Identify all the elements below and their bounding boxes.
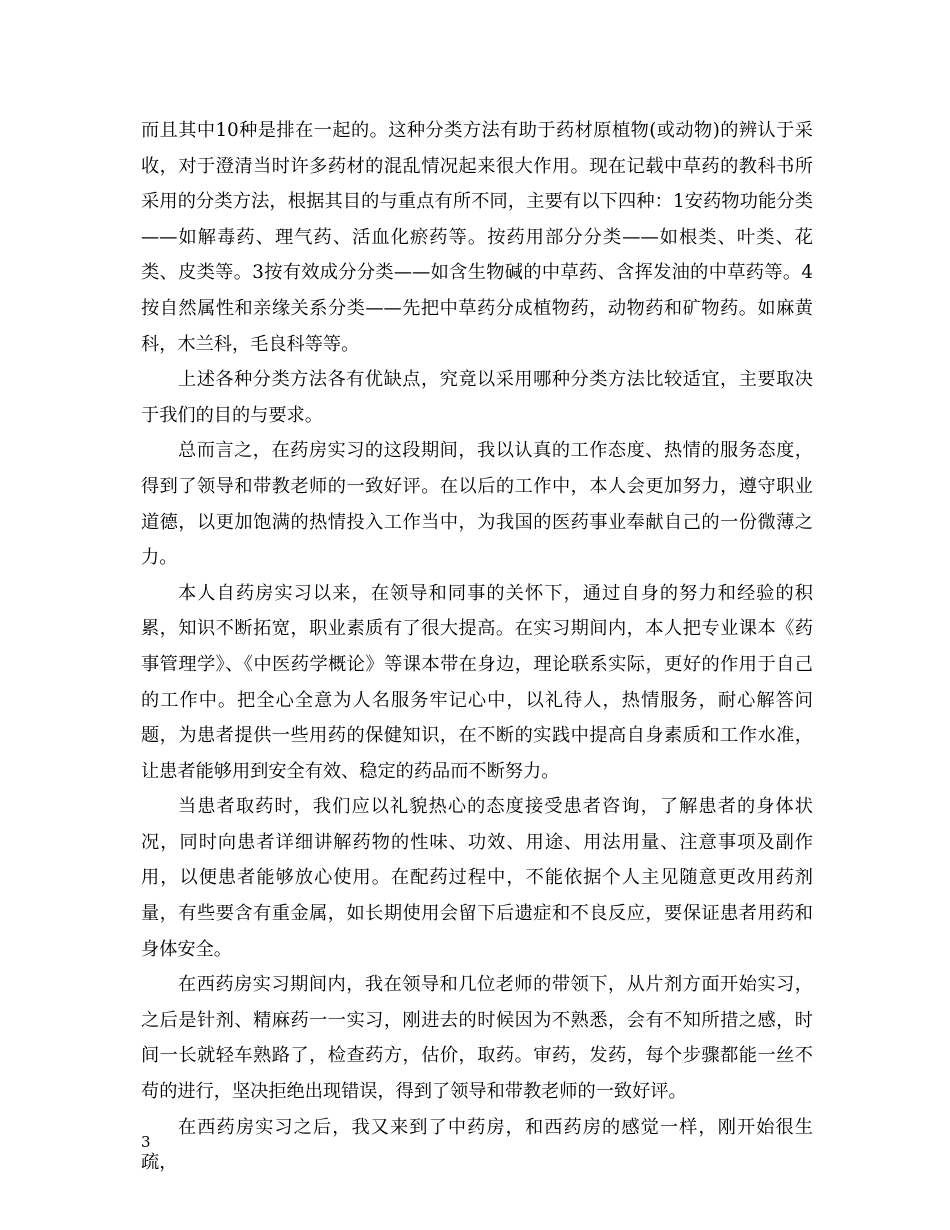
paragraph-internship-intro: 本人自药房实习以来，在领导和同事的关怀下，通过自身的努力和经验的积累，知识不断拓宽，职业素质有了很大提高。在实习期间内，本人把专业课本《药事管理学》、《中医药学概论》等课本带在身边，理论联系实际，更好的作用于自己的工作中。把全心全意为人名服务牢记心中，以礼待人，热情服务，耐心解答问题，为患者提供一些用药的保健知识，在不断的实践中提高自身素质和工作水准，让患者能够用到安全有效、稳定的药品而不断努力。 [141,582,813,782]
page-number: 3 [141,1133,151,1151]
body-text [141,113,813,1181]
paragraph-continuation: 而且其中10种是排在一起的。这种分类方法有助于药材原植物(或动物)的辨认于采收，对于澄清当时许多药材的混乱情况起来很大作用。现在记载中草药的教科书所采用的分类方法，根据其目的与重点有所不同，主要有以下四种：1安药物功能分类——如解毒药、理气药、活血化瘀药等。按药用部分分类——如根类、叶类、花类、皮类等。3按有效成分分类——如含生物碱的中草药、含挥发油的中草药等。4按自然属性和亲缘关系分类——先把中草药分成植物药，动物药和矿物药。如麻黄科，木兰科，毛良科等等。 [141,120,813,355]
paragraph-classification-summary: 上述各种分类方法各有优缺点，究竟以采用哪种分类方法比较适宜，主要取决于我们的目的与要求。 [141,369,813,426]
paragraph-chinese-pharmacy: 在西药房实习之后，我又来到了中药房，和西药房的感觉一样，刚开始很生疏， [141,1116,813,1174]
paragraph-patient-consultation: 当患者取药时，我们应以礼貌热心的态度接受患者咨询，了解患者的身体状况，同时向患者详细讲解药物的性味、功效、用途、用法用量、注意事项及副作用，以便患者能够放心使用。在配药过程中，不能依据个人主见随意更改用药剂量，有些要含有重金属，如长期使用会留下后遗症和不良反应，要保证患者用药和身体安全。 [141,796,813,960]
paragraph-western-pharmacy: 在西药房实习期间内，我在领导和几位老师的带领下，从片剂方面开始实习，之后是针剂、精麻药一一实习，刚进去的时候因为不熟悉，会有不知所措之感，时间一长就轻车熟路了，检查药方，估价，取药。审药，发药，每个步骤都能一丝不苟的进行，坚决拒绝出现错误，得到了领导和带教老师的一致好评。 [141,974,813,1103]
paragraph-conclusion: 总而言之，在药房实习的这段期间，我以认真的工作态度、热情的服务态度，得到了领导和带教老师的一致好评。在以后的工作中，本人会更加努力，遵守职业道德，以更加饱满的热情投入工作当中，为我国的医药事业奉献自己的一份微薄之力。 [141,440,813,569]
